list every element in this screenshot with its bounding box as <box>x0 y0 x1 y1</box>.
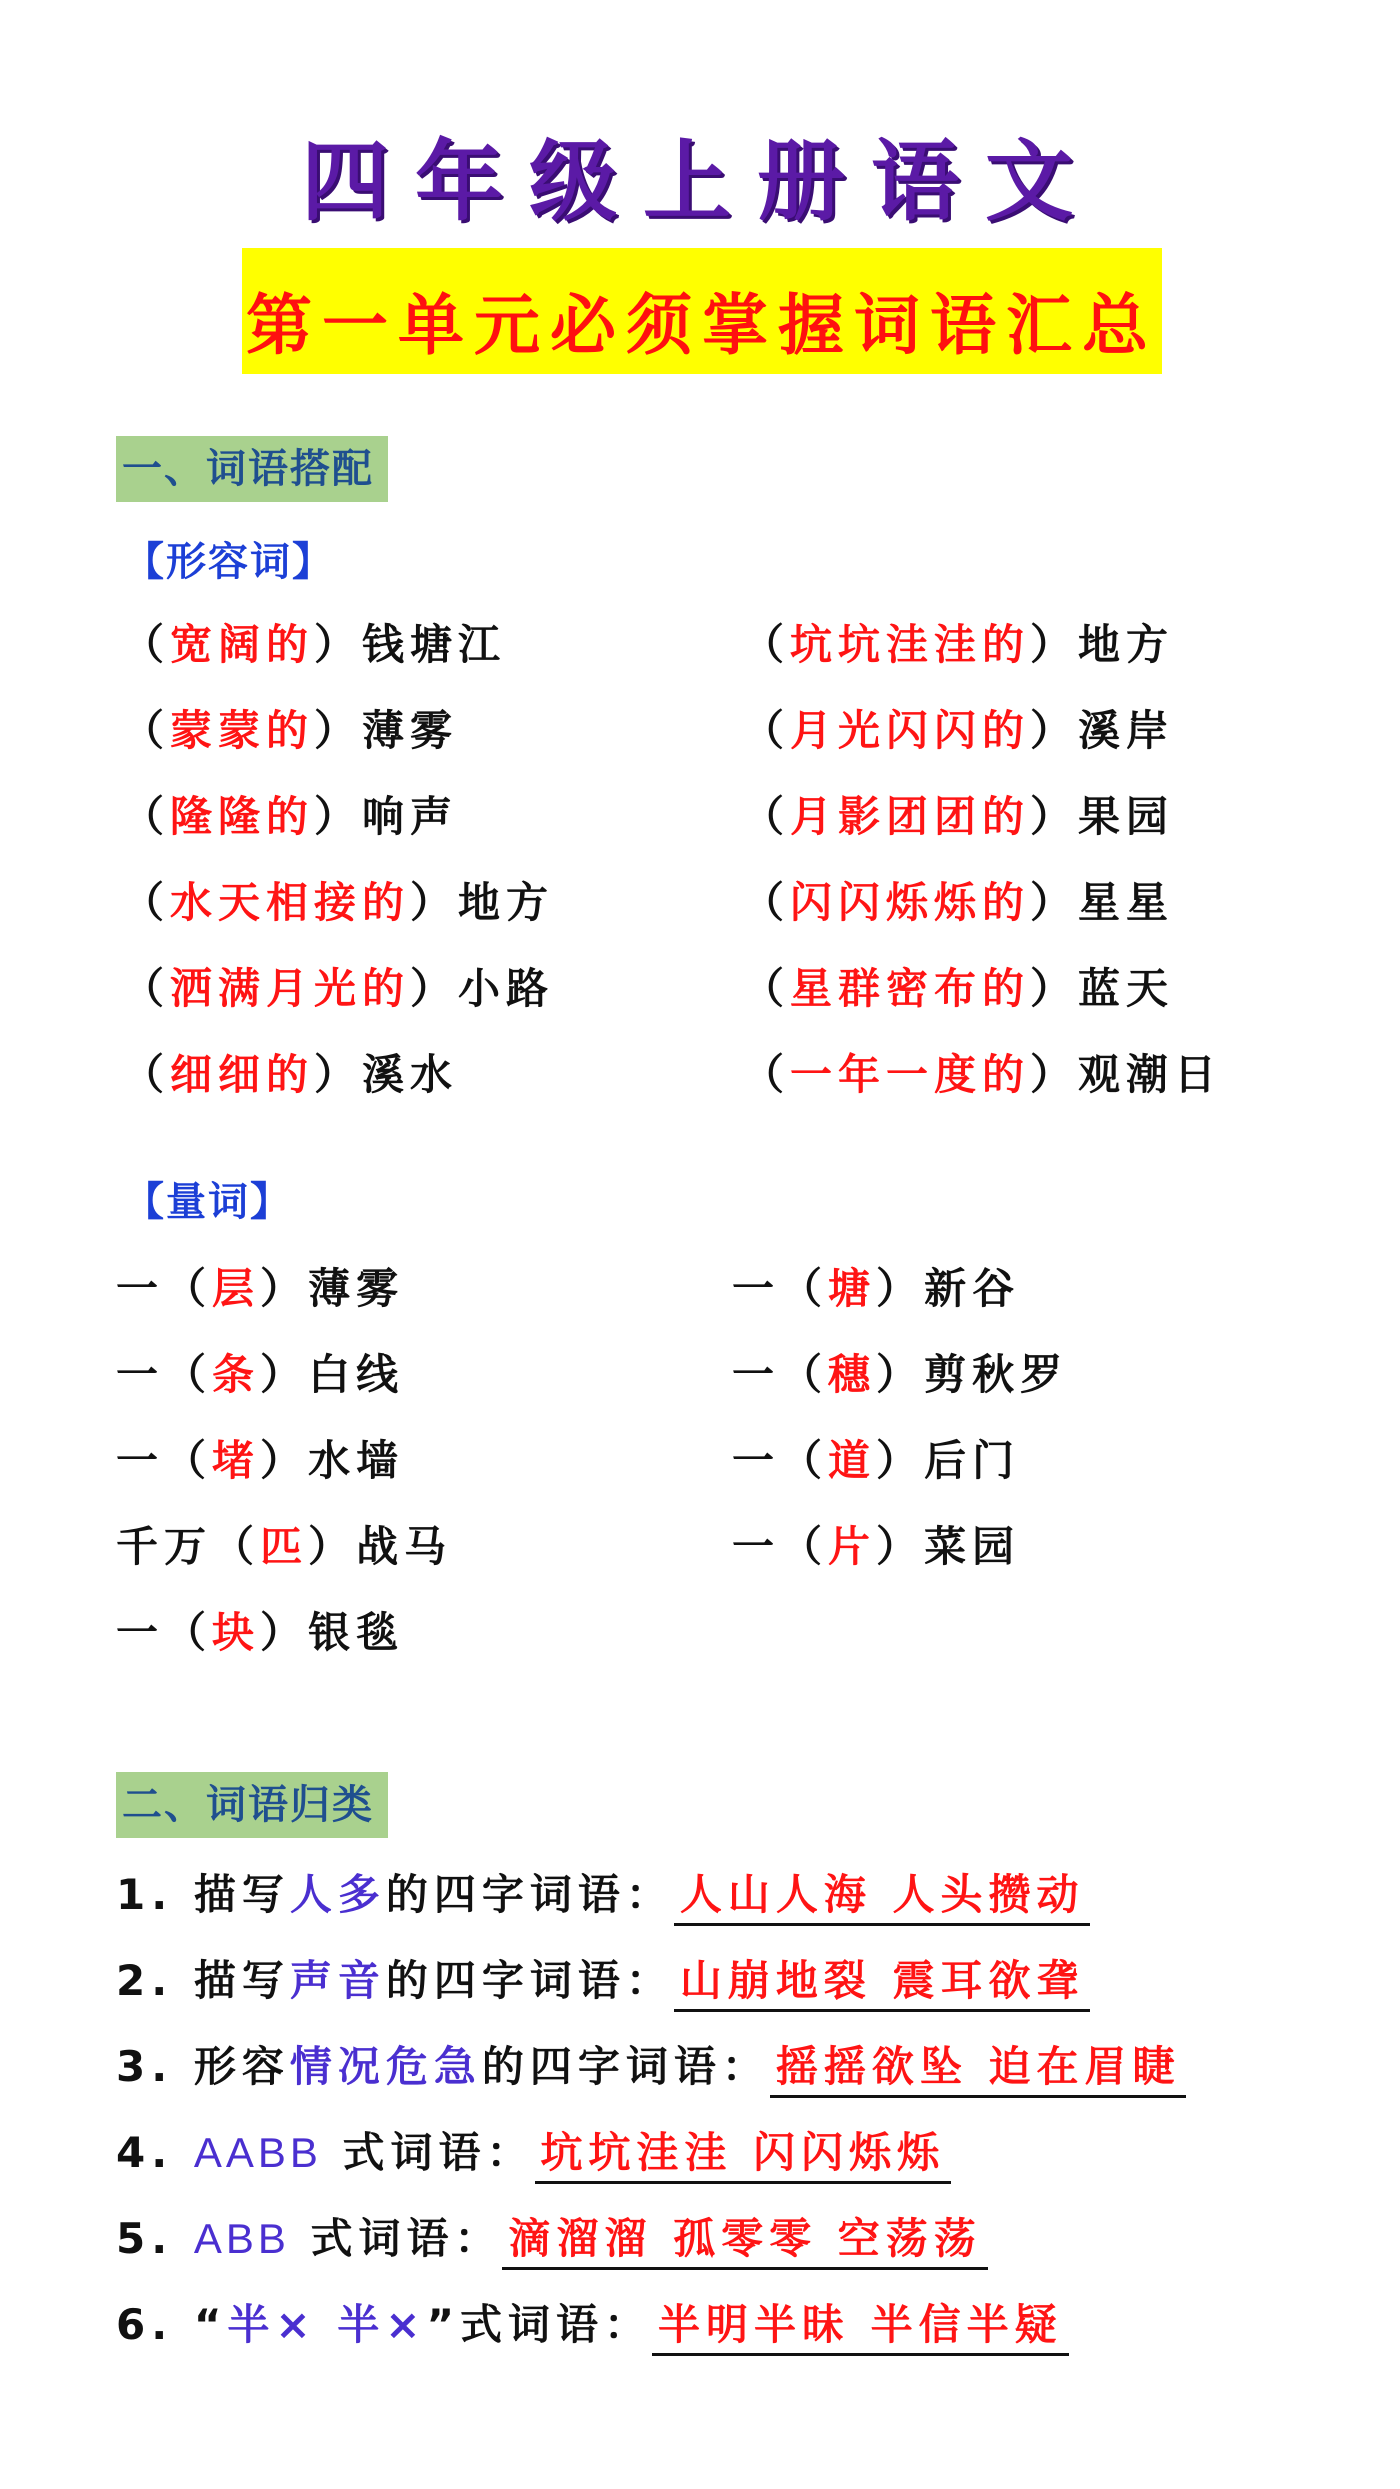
adjective-row: （坑坑洼洼的）地方 <box>742 620 1175 669</box>
measure-word-row: 一（条）白线 <box>116 1350 405 1399</box>
noun: 薄雾 <box>362 706 459 755</box>
noun: 蓝天 <box>1078 964 1175 1013</box>
classification-item: 5. ABB 式词语： 滴溜溜 孤零零 空荡荡 <box>116 2206 988 2266</box>
adjective-row: （月光闪闪的）溪岸 <box>742 706 1175 755</box>
measure-word: 塘 <box>828 1264 877 1313</box>
section-heading-classification: 二、词语归类 <box>116 1772 388 1838</box>
measure-word-row: 一（道）后门 <box>732 1436 1021 1485</box>
adjective-row: （宽阔的）钱塘江 <box>122 620 507 669</box>
keyword: 人多 <box>289 1870 386 1919</box>
keyword: ABB <box>193 2215 290 2262</box>
adjective: 月影团团的 <box>790 792 1031 841</box>
adjective: 月光闪闪的 <box>790 706 1031 755</box>
measure-word: 条 <box>212 1350 261 1399</box>
adjective-row: （细细的）溪水 <box>122 1050 459 1099</box>
adjective: 宽阔的 <box>170 620 315 669</box>
noun: 果园 <box>1078 792 1175 841</box>
adjective-subheading: 【形容词】 <box>124 539 334 585</box>
adjective: 细细的 <box>170 1050 315 1099</box>
keyword: 半× 半× <box>227 2300 427 2349</box>
adjective: 闪闪烁烁的 <box>790 878 1031 927</box>
adjective-row: （闪闪烁烁的）星星 <box>742 878 1175 927</box>
adjective: 水天相接的 <box>170 878 411 927</box>
classification-item: 4. AABB 式词语： 坑坑洼洼 闪闪烁烁 <box>116 2120 951 2180</box>
measure-word-row: 一（堵）水墙 <box>116 1436 405 1485</box>
noun: 响声 <box>362 792 459 841</box>
measure-word-subheading: 【量词】 <box>124 1179 292 1225</box>
noun: 观潮日 <box>1078 1050 1223 1099</box>
noun: 溪水 <box>362 1050 459 1099</box>
section-heading-collocation: 一、词语搭配 <box>116 436 388 502</box>
adjective: 星群密布的 <box>790 964 1031 1013</box>
page-title: 四年级上册语文 <box>300 129 1099 233</box>
measure-word: 匹 <box>260 1522 309 1571</box>
measure-word-row: 一（塘）新谷 <box>732 1264 1021 1313</box>
noun: 地方 <box>1078 620 1175 669</box>
answer: 摇摇欲坠 迫在眉睫 <box>770 2042 1187 2098</box>
measure-word: 块 <box>212 1608 261 1657</box>
keyword: 情况危急 <box>289 2042 482 2091</box>
measure-word: 道 <box>828 1436 877 1485</box>
measure-word: 片 <box>828 1522 877 1571</box>
measure-word-row: 一（片）菜园 <box>732 1522 1021 1571</box>
measure-word: 堵 <box>212 1436 261 1485</box>
classification-item: 6. “半× 半×”式词语： 半明半昧 半信半疑 <box>116 2292 1069 2352</box>
keyword: AABB <box>193 2129 322 2176</box>
adjective-row: （水天相接的）地方 <box>122 878 555 927</box>
keyword: 声音 <box>289 1956 386 2005</box>
answer: 山崩地裂 震耳欲聋 <box>674 1956 1091 2012</box>
adjective-row: （洒满月光的）小路 <box>122 964 555 1013</box>
adjective-row: （月影团团的）果园 <box>742 792 1175 841</box>
measure-word-row: 一（层）薄雾 <box>116 1264 405 1313</box>
adjective: 隆隆的 <box>170 792 315 841</box>
classification-item: 2. 描写声音的四字词语： 山崩地裂 震耳欲聋 <box>116 1948 1090 2008</box>
adjective-row: （一年一度的）观潮日 <box>742 1050 1223 1099</box>
noun: 星星 <box>1078 878 1175 927</box>
adjective: 一年一度的 <box>790 1050 1031 1099</box>
adjective-row: （星群密布的）蓝天 <box>742 964 1175 1013</box>
noun: 小路 <box>458 964 555 1013</box>
measure-word-row: 一（块）银毯 <box>116 1608 405 1657</box>
measure-word: 层 <box>212 1264 261 1313</box>
page-subtitle: 第一单元必须掌握词语汇总 <box>246 286 1158 364</box>
noun: 溪岸 <box>1078 706 1175 755</box>
adjective: 洒满月光的 <box>170 964 411 1013</box>
classification-item: 3. 形容情况危急的四字词语： 摇摇欲坠 迫在眉睫 <box>116 2034 1186 2094</box>
answer: 滴溜溜 孤零零 空荡荡 <box>502 2214 987 2270</box>
measure-word-row: 一（穗）剪秋罗 <box>732 1350 1069 1399</box>
adjective-row: （蒙蒙的）薄雾 <box>122 706 459 755</box>
measure-word: 穗 <box>828 1350 877 1399</box>
answer: 坑坑洼洼 闪闪烁烁 <box>535 2128 952 2184</box>
classification-item: 1. 描写人多的四字词语： 人山人海 人头攒动 <box>116 1862 1090 1922</box>
noun: 地方 <box>458 878 555 927</box>
adjective: 蒙蒙的 <box>170 706 315 755</box>
measure-word-row: 千万（匹）战马 <box>116 1522 453 1571</box>
noun: 钱塘江 <box>362 620 507 669</box>
answer: 半明半昧 半信半疑 <box>652 2300 1069 2356</box>
adjective-row: （隆隆的）响声 <box>122 792 459 841</box>
adjective: 坑坑洼洼的 <box>790 620 1031 669</box>
answer: 人山人海 人头攒动 <box>674 1870 1091 1926</box>
